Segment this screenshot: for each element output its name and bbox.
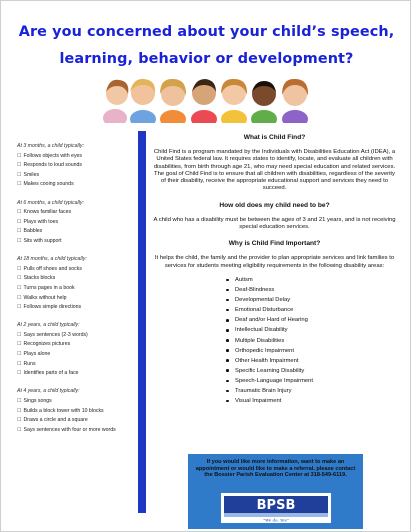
- milestone-heading: At 6 months, a child typically:: [17, 199, 84, 206]
- milestone-item: ☐ Makes cooing sounds: [17, 180, 141, 190]
- disability-item: Deaf and/or Hard of Hearing: [226, 315, 398, 325]
- milestone-heading: At 2 years, a child typically:: [17, 322, 80, 329]
- logo-tagline: "We do, Yes": [263, 517, 289, 523]
- milestone-item: ☐ Plays with toes: [17, 218, 141, 228]
- milestone-item: ☐ Builds a block tower with 10 blocks: [17, 407, 141, 417]
- disability-item: Deaf-Blindness: [226, 285, 398, 295]
- contact-text: If you would like more information, want to make an appointment or would like to make a referral, please contact the Bossier Parish Evaluation Center at 318-549-6119.: [195, 459, 356, 479]
- milestone-item: ☐ Runs: [17, 360, 141, 370]
- milestone-heading: At 18 months, a child typically:: [17, 256, 87, 263]
- milestone-item: ☐ Identifies parts of a face: [17, 369, 141, 379]
- milestone-group: [17, 142, 141, 190]
- milestone-item: ☐ Follows simple directions: [17, 303, 141, 313]
- milestone-heading: At 4 years, a child typically:: [17, 388, 80, 395]
- why-body: It helps the child, the family and the provider to plan appropriate services and link families to services for students meeting eligibility requirements in the following disability areas:: [154, 255, 395, 269]
- milestones-column: [17, 142, 141, 444]
- logo-text: BPSB: [256, 498, 296, 513]
- disability-item: Traumatic Brain Injury: [226, 386, 398, 396]
- milestone-item: ☐ Babbles: [17, 227, 141, 237]
- disability-item: Emotional Disturbance: [226, 305, 398, 315]
- divider-bar: [138, 131, 146, 513]
- disability-item: Other Health Impairment: [226, 356, 398, 366]
- main-content: [151, 134, 398, 406]
- disability-item: Multiple Disabilities: [226, 336, 398, 346]
- milestone-item: ☐ Smiles: [17, 171, 141, 181]
- why-heading: Why is Child Find Important?: [228, 240, 321, 248]
- milestone-item: ☐ Follows objects with eyes: [17, 152, 141, 162]
- milestone-item: ☐ Sings songs: [17, 397, 141, 407]
- milestone-item: ☐ Walks without help: [17, 294, 141, 304]
- milestone-item: ☐ Says sentences with four or more words: [17, 426, 141, 436]
- disability-item: Speech-Language Impairment: [226, 376, 398, 386]
- disability-item: Developmental Delay: [226, 295, 398, 305]
- milestone-group: [17, 387, 141, 435]
- milestone-item: ☐ Recognizes pictures: [17, 340, 141, 350]
- disability-item: Autism: [226, 275, 398, 285]
- milestone-group: [17, 321, 141, 379]
- contact-box: [188, 454, 363, 529]
- disability-item: Specific Learning Disability: [226, 366, 398, 376]
- milestone-heading: At 3 months, a child typically:: [17, 143, 84, 149]
- who-heading: How old does my child need to be?: [219, 201, 330, 209]
- bpsb-logo-icon: [221, 493, 331, 523]
- milestone-group: [17, 255, 141, 313]
- milestone-item: ☐ Says sentences (2-3 words): [17, 331, 141, 341]
- who-body: A child who has a disability must be between the ages of 3 and 21 years, and is not receiving special education services.: [153, 216, 396, 231]
- what-body: Child Find is a program mandated by the Individuals with Disabilities Education Act (IDEA), a United States federal law. It requires states to identify, locate, and evaluate all children with disabilities, from birth through age 21, who may need special education and related services. The goal of Child Find is to ensure that all children with disabilities, regardless of the severity of their disability, receive the appropriate educational support and services they need to succeed.: [153, 149, 396, 192]
- milestone-item: ☐ Turns pages in a book: [17, 284, 141, 294]
- milestone-item: ☐ Stacks blocks: [17, 274, 141, 284]
- milestone-item: ☐ Draws a circle and a square: [17, 416, 141, 426]
- page-title: Are you concerned about your child’s speech, learning, behavior or development?: [18, 24, 395, 67]
- disability-item: Orthopedic Impairment: [226, 346, 398, 356]
- disability-item: Intellectual Disability: [226, 325, 398, 335]
- disability-item: Visual Impairment: [226, 396, 398, 406]
- milestone-item: ☐ Sits with support: [17, 237, 141, 247]
- milestone-item: ☐ Plays alone: [17, 350, 141, 360]
- disability-list: [226, 275, 398, 406]
- milestone-item: ☐ Responds to loud sounds: [17, 161, 141, 171]
- milestone-group: [17, 199, 141, 247]
- children-photo-icon: [103, 70, 310, 123]
- milestone-item: ☐ Knows familiar faces: [17, 208, 141, 218]
- milestone-item: ☐ Pulls off shoes and socks: [17, 265, 141, 275]
- what-heading: What is Child Find?: [243, 134, 306, 141]
